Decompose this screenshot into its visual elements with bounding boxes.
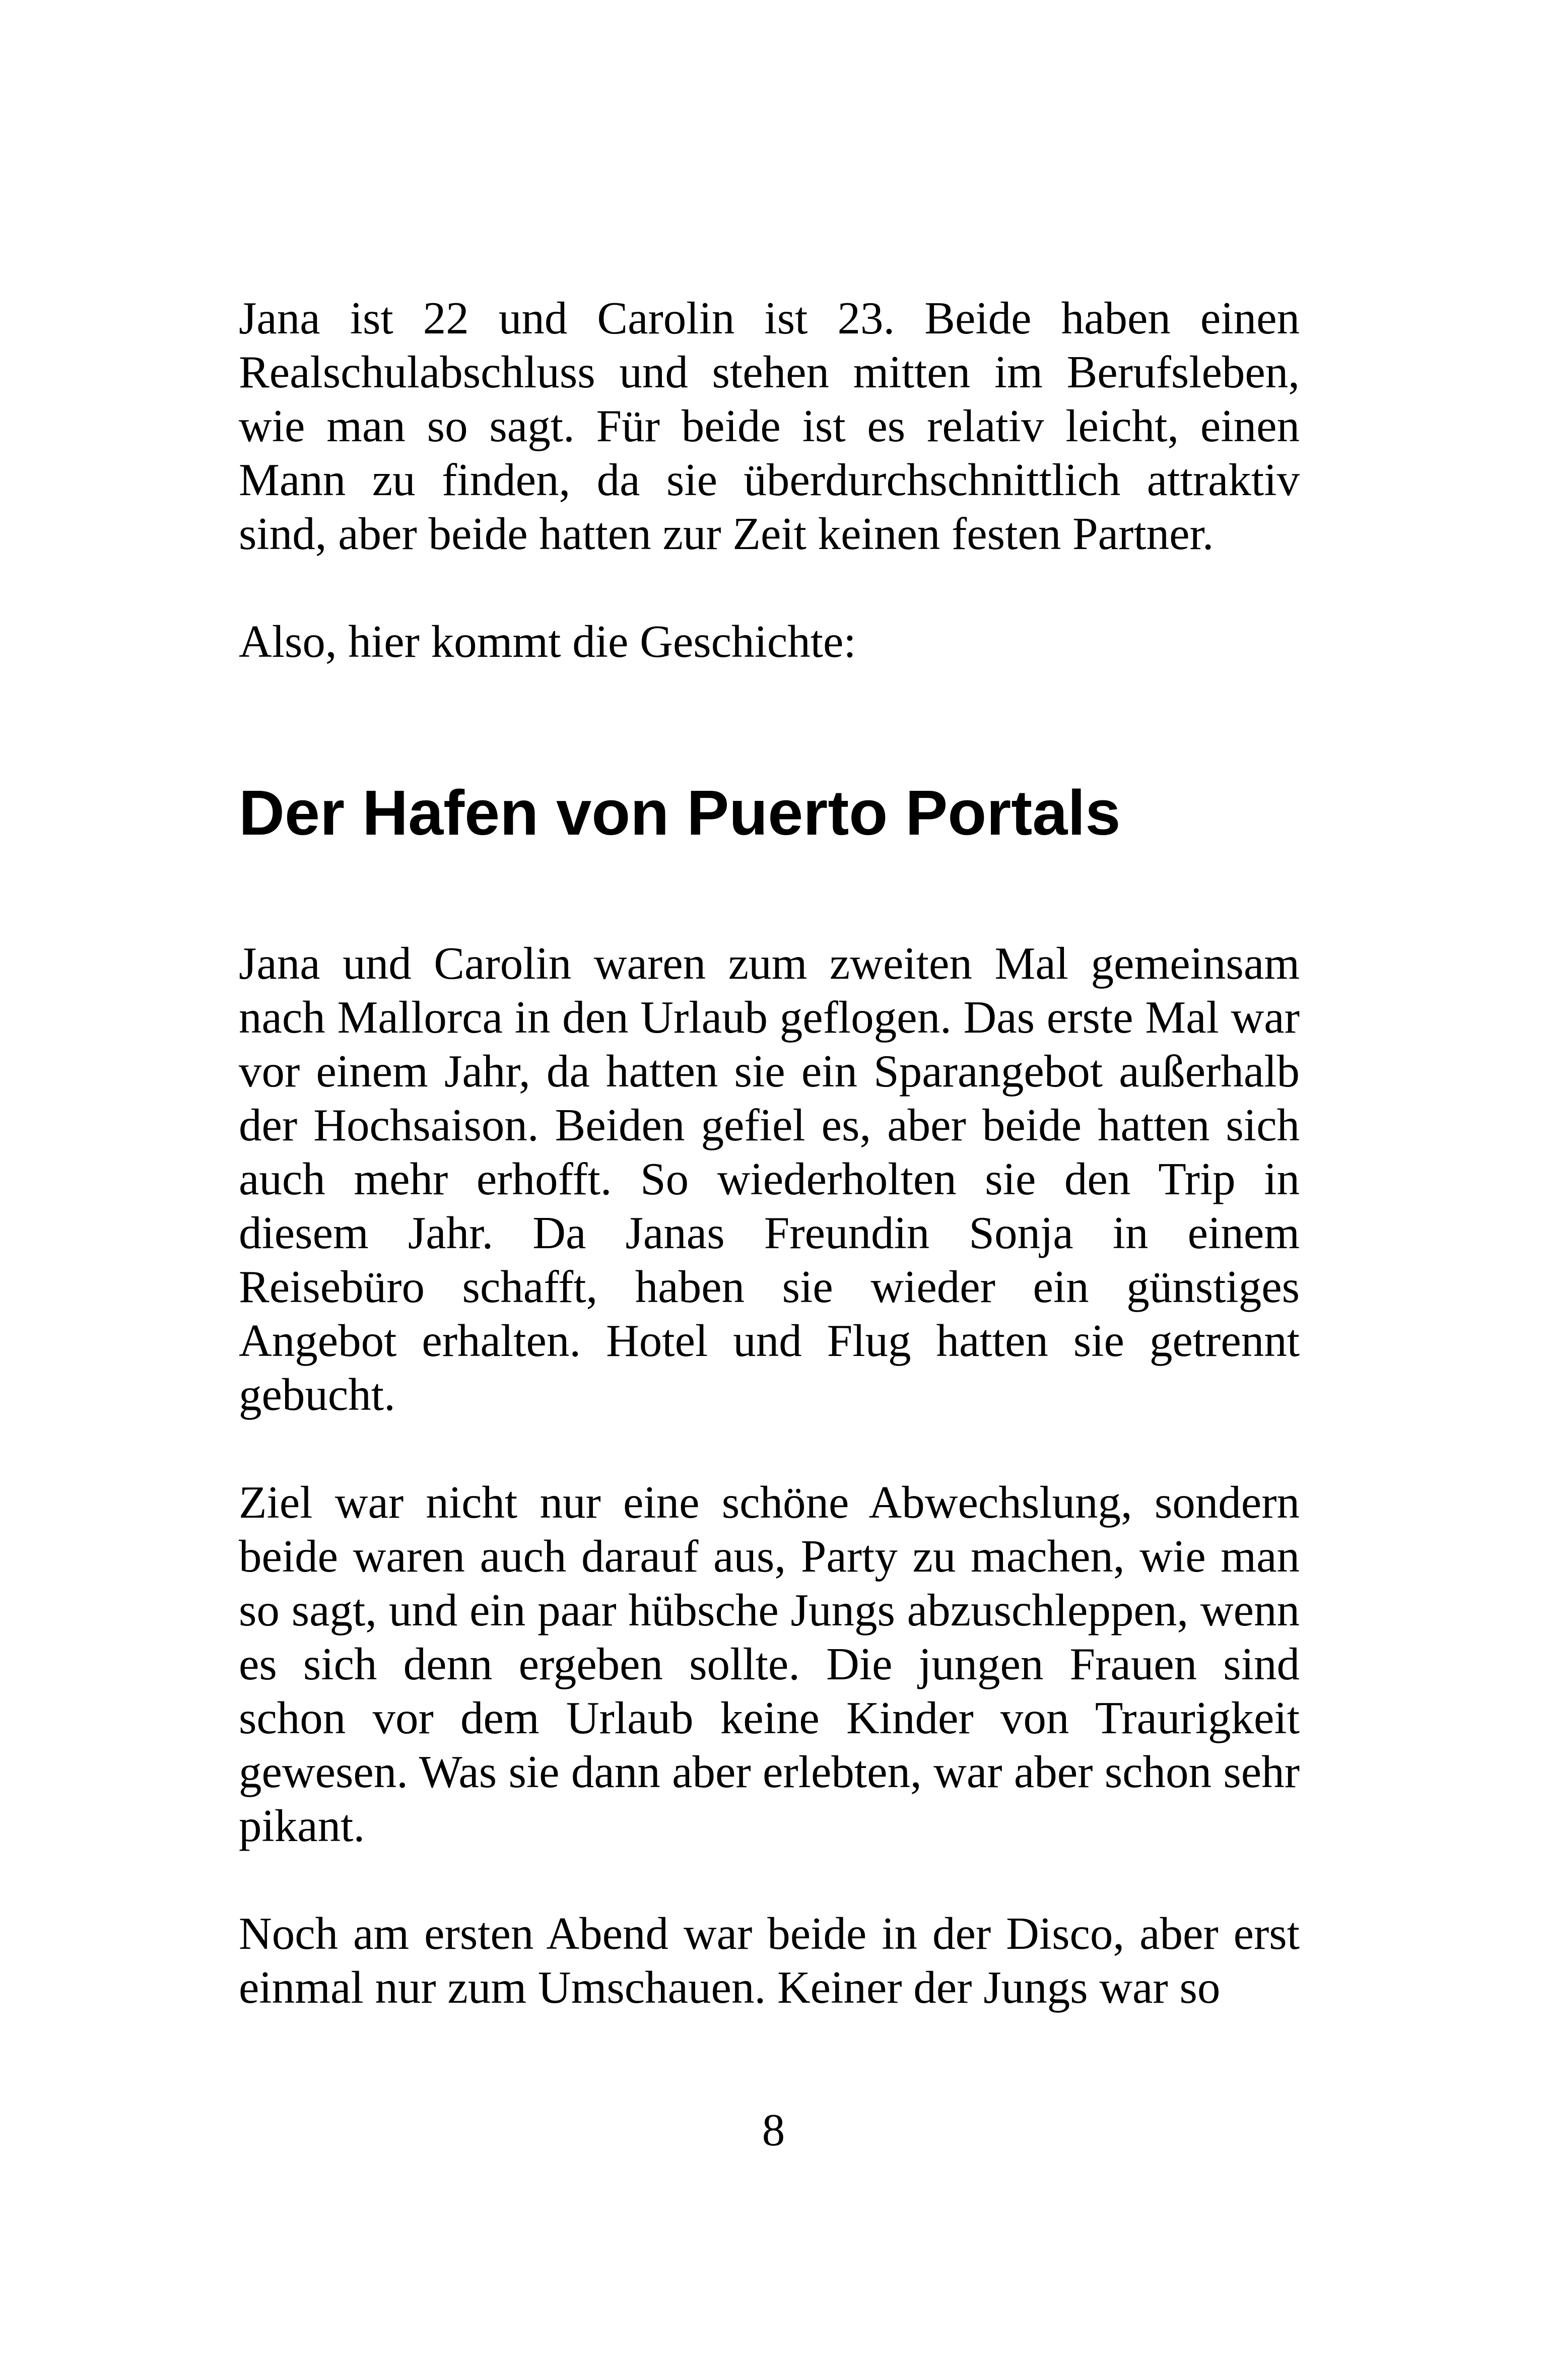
intro-paragraph-2: Also, hier kommt die Geschichte: xyxy=(239,616,856,667)
chapter-paragraph-2: Ziel war nicht nur eine schöne Abwechslung, sondern beide waren auch darauf aus, Party zu machen, wie man so sagt, und ein paar hübsche Jungs abzuschleppen, wenn es sich denn ergeben sollte. Die jungen Frauen sind schon vor dem Urlaub keine Kinder von Traurigkeit gewesen. Was sie dann aber erlebten, war aber schon sehr pikant. xyxy=(239,1477,1300,1851)
chapter-paragraph-1: Jana und Carolin waren zum zweiten Mal gemeinsam nach Mallorca in den Urlaub geflogen. Das erste Mal war vor einem Jahr, da hatten sie ein Sparangebot außerhalb der Hochsaison. Beiden gefiel es, aber beide hatten sich auch mehr erhofft. So wiederholten sie den Trip in diesem Jahr. Da Janas Freundin Sonja in einem Reisebüro schafft, haben sie wieder ein günstiges Angebot erhalten. Hotel und Flug hatten sie getrennt gebucht. xyxy=(239,938,1300,1420)
intro-paragraph-1: Jana ist 22 und Carolin ist 23. Beide haben einen Realschulabschluss und stehen mitten im Berufsleben, wie man so sagt. Für beide ist es relativ leicht, einen Mann zu finden, da sie überdurchschnittlich attraktiv sind, aber beide hatten zur Zeit keinen festen Partner. xyxy=(239,293,1300,559)
page-number: 8 xyxy=(762,2104,785,2155)
page-body xyxy=(239,291,1300,2014)
chapter-paragraph-3: Noch am ersten Abend war beide in der Disco, aber erst einmal nur zum Umschauen. Keiner der Jungs war so xyxy=(239,1908,1300,2013)
chapter-heading: Der Hafen von Puerto Portals xyxy=(239,777,1121,848)
